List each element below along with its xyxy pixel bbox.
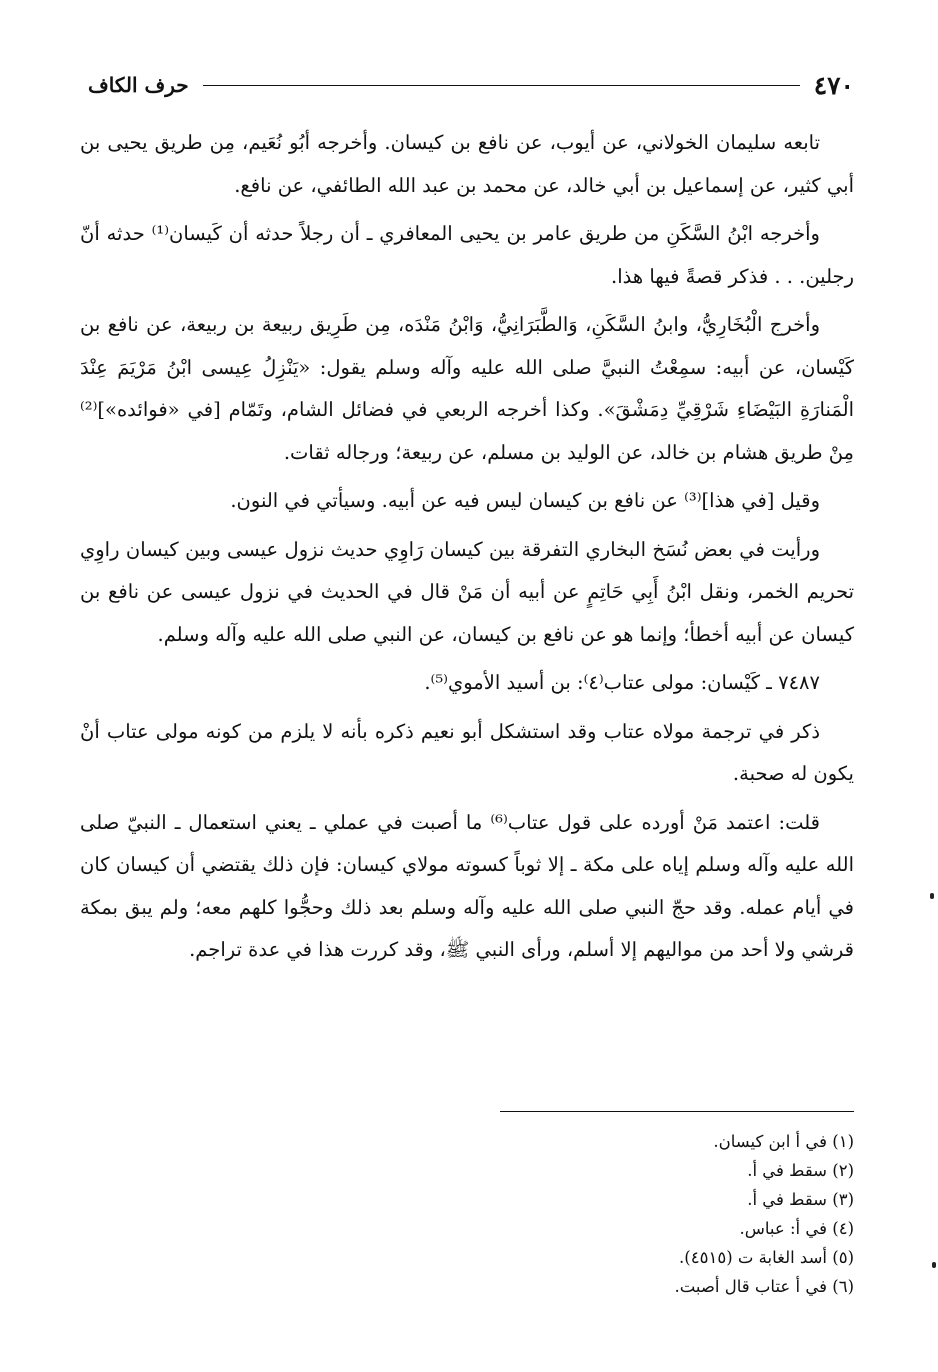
footnote-6: (٦) في أ عتاب قال أصبت. — [674, 1277, 854, 1296]
footnote-5: (٥) أسد الغابة ت (٤٥١٥). — [679, 1248, 854, 1267]
paragraph-6: ذكر في ترجمة مولاه عتاب وقد استشكل أبو نعيم ذكره بأنه لا يلزم من كونه مولى عتاب أنْ يكون له صحبة. — [80, 719, 854, 785]
main-text — [80, 122, 854, 978]
page-number: ٤٧٠ — [813, 70, 854, 100]
chapter-title: حرف الكاف — [88, 73, 189, 97]
paragraph-5: ورأيت في بعض نُسَخ البخاري التفرقة بين كيسان رَاوِي حديث نزول عيسى وبين كيسان راوِي تحريم الخمر، ونقل ابْنُ أَبِي حَاتِمٍ عن أبيه أن مَنْ قال في الحديث في نزول عيسى عن نافع بن كيسان عن أبيه أخطأ؛ وإنما هو عن نافع بن كيسان، عن النبي صلى الله عليه وآله وسلم. — [80, 537, 854, 646]
footnote-4: (٤) في أ: عباس. — [739, 1219, 854, 1238]
scan-speck — [932, 1262, 936, 1268]
paragraph-7: قلت: اعتمد مَنْ أورده على قول عتاب⁽⁶⁾ ما أصبت في عملي ـ يعني استعمال ـ النبيّ صلى الله عليه وآله وسلم إياه على مكة ـ إلا ثوباً كسوته مولاي كيسان: فإن ذلك يقتضي أن كيسان كان في أيام عمله. وقد حجّ النبي صلى الله عليه وآله وسلم بعد ذلك وحجُّوا كلهم معه؛ ولم يبق بمكة قرشي ولا أحد من مواليهم إلا أسلم، ورأى النبي ﷺ، وقد كررت هذا في عدة تراجم. — [80, 810, 854, 961]
header-rule — [203, 85, 800, 86]
paragraph-4: وقيل [في هذا]⁽³⁾ عن نافع بن كيسان ليس فيه عن أبيه. وسيأتي في النون. — [230, 489, 820, 512]
scan-speck — [930, 893, 934, 899]
paragraph-3: وأخرج الْبُخَارِيُّ، وابنُ السَّكَنِ، وَالطَّبَرَانِيُّ، وَابْنُ مَنْدَه، مِن طَرِيق ربيعة بن ربيعة، عن نافع بن كَيْسان، عن أبيه: سمِعْتُ النبيَّ صلى الله عليه وآله وسلم يقول: «يَنْزِلُ عِيسى ابْنُ مَرْيَمَ عِنْدَ الْمَنارَةِ البَيْضَاءِ شَرْقِيِّ دِمَشْقَ». وكذا أخرجه الربعي في فضائل الشام، وتَمّام [في «فوائده»]⁽²⁾ مِنْ طريق هشام بن خالد، عن الوليد بن مسلم، عن ربيعة؛ ورجاله ثقات. — [80, 313, 854, 464]
footnote-3: (٣) سقط في أ. — [747, 1190, 854, 1209]
paragraph-1: تابعه سليمان الخولاني، عن أيوب، عن نافع بن كيسان. وأخرجه أبُو نُعَيم، مِن طريق يحيى بن أبي كثير، عن إسماعيل بن أبي خالد، عن محمد بن عبد الله الطائفي، عن نافع. — [80, 131, 854, 197]
page-header — [88, 70, 854, 100]
footnotes — [354, 1127, 854, 1301]
entry-heading: ٧٤٨٧ ـ كَيْسان: مولى عتاب⁽٤⁾: بن أسيد الأموي⁽⁵⁾. — [424, 671, 820, 694]
footnote-2: (٢) سقط في أ. — [747, 1161, 854, 1180]
footnote-divider — [500, 1111, 854, 1112]
footnote-1: (١) في أ ابن كيسان. — [713, 1132, 854, 1151]
paragraph-2: وأخرجه ابْنُ السَّكَنِ من طريق عامر بن يحيى المعافري ـ أن رجلاً حدثه أن كَيسان⁽¹⁾ حدثه أنّ رجلين. . . فذكر قصةً فيها هذا. — [80, 222, 854, 288]
